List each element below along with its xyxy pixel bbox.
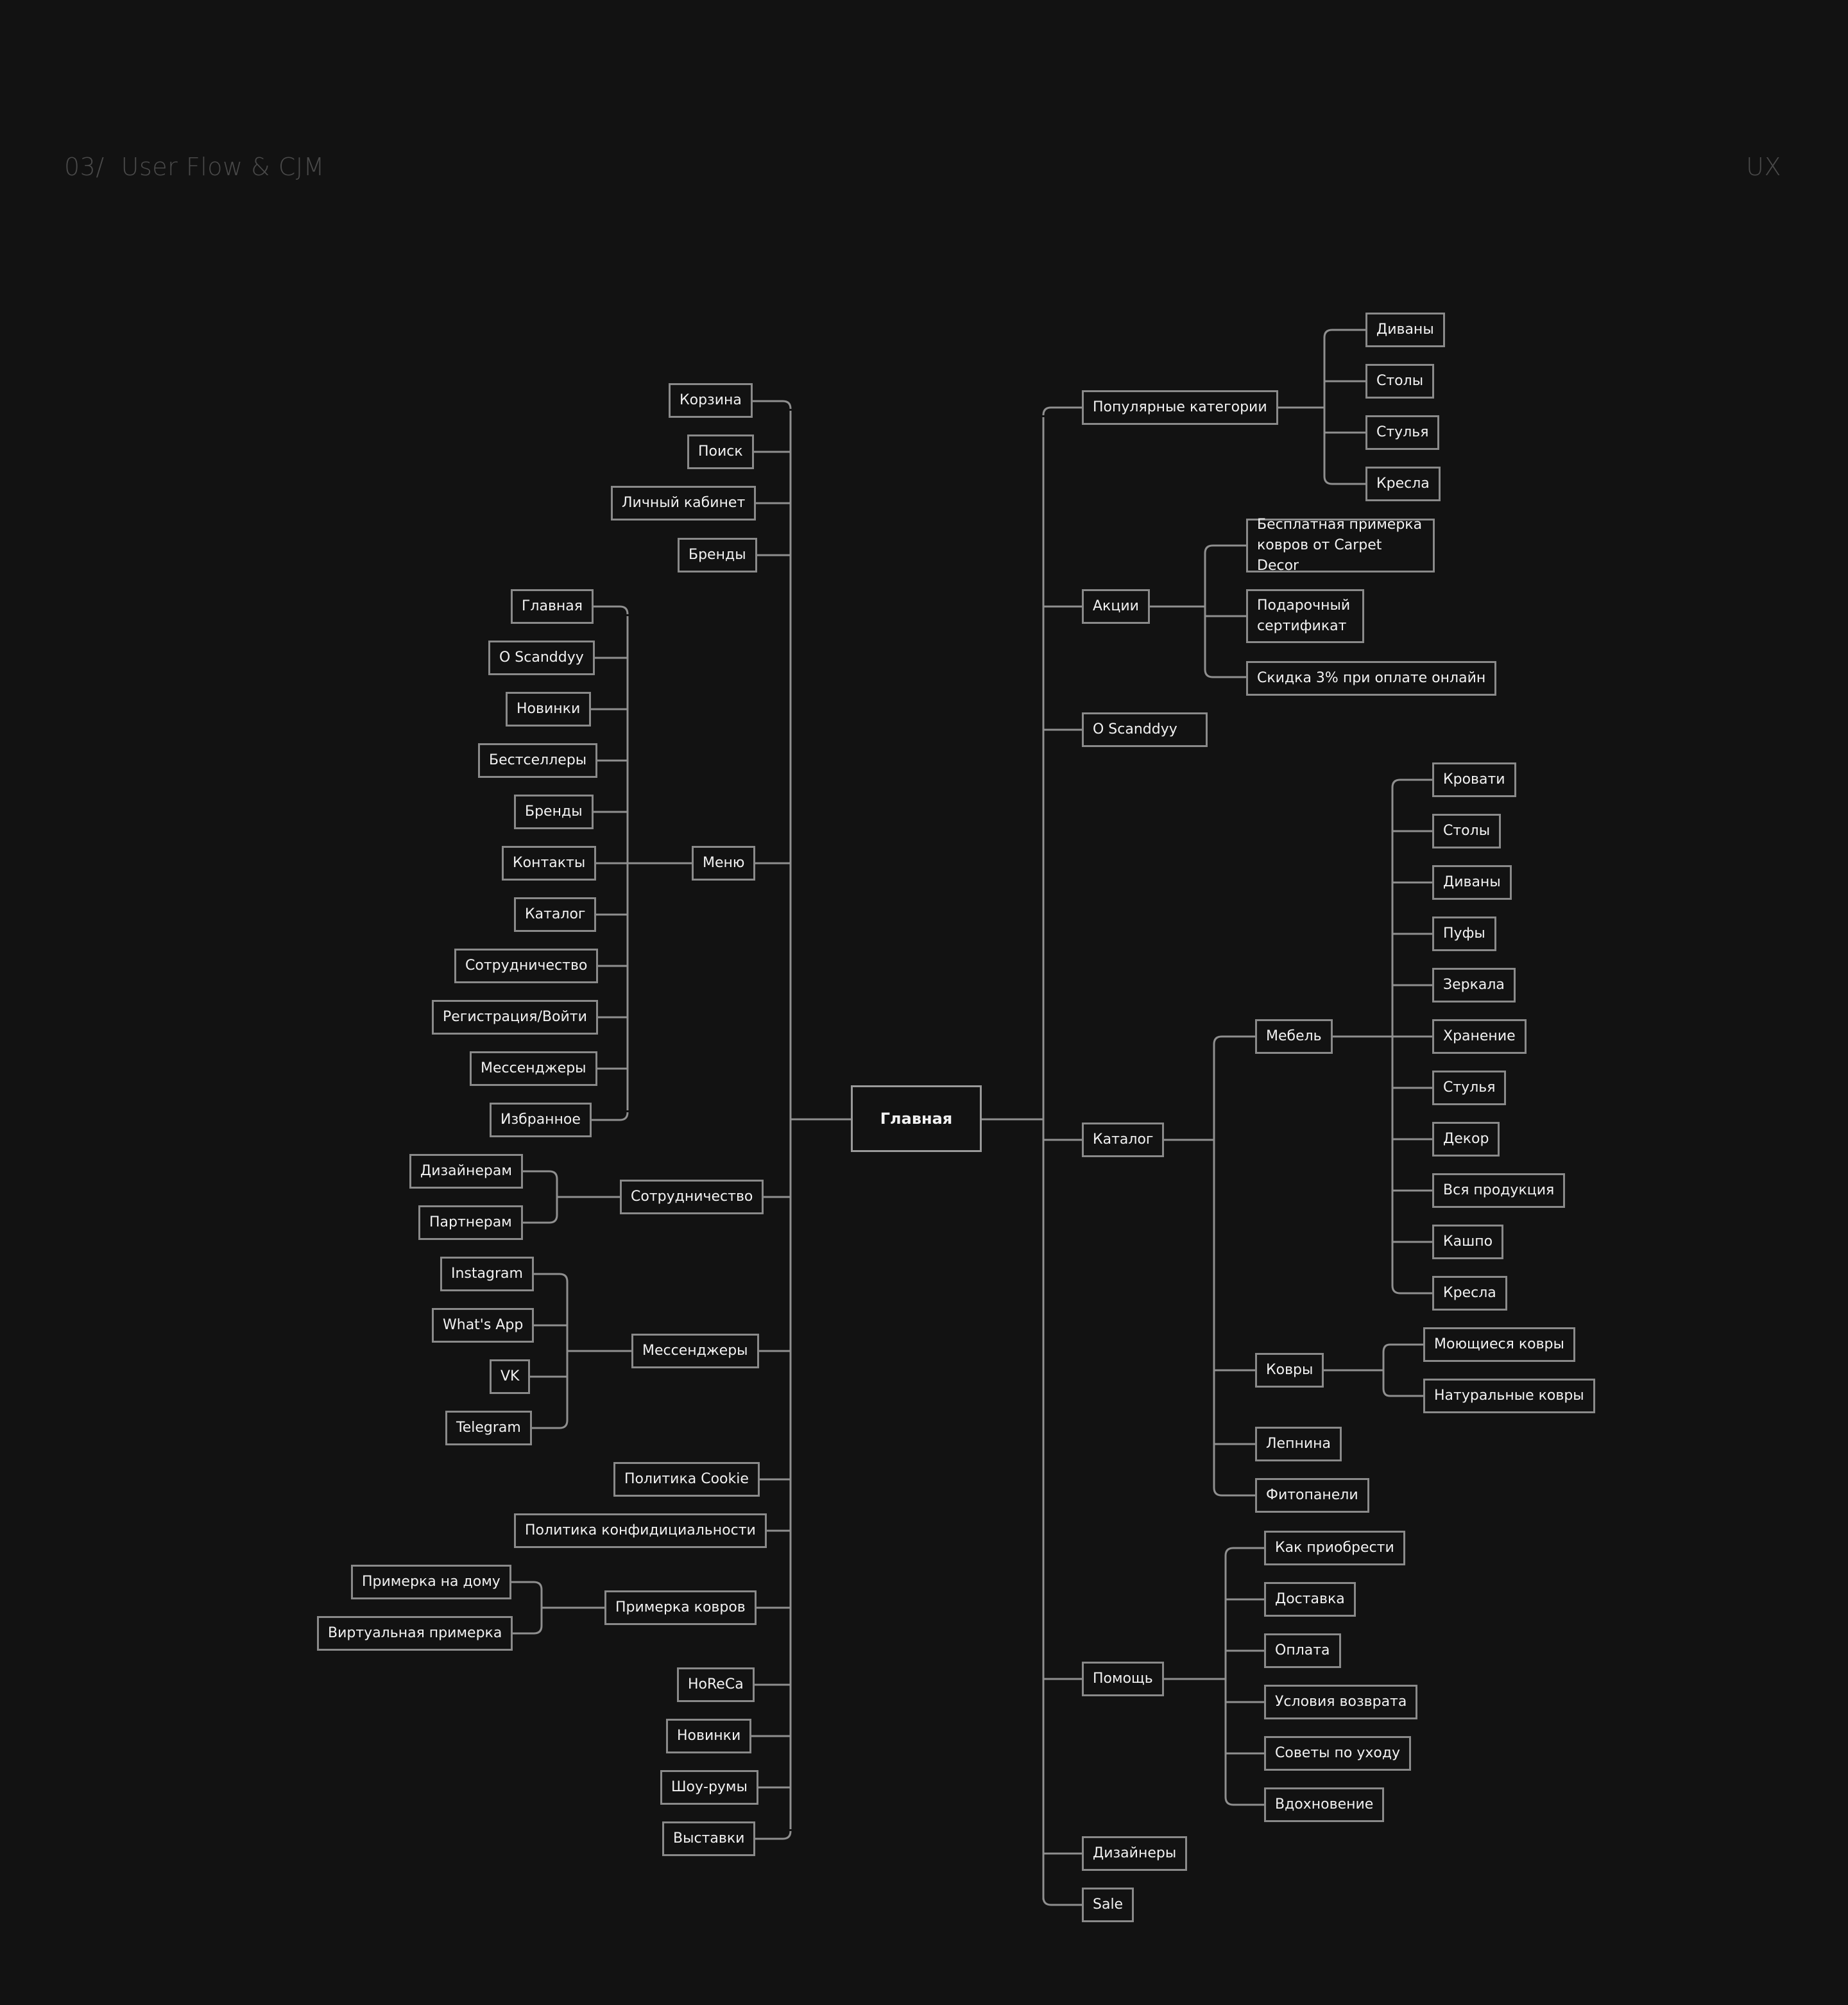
node-furniture-beds[interactable]: Кровати — [1432, 762, 1516, 797]
node-furniture-storage[interactable]: Хранение — [1432, 1019, 1527, 1054]
node-whatsapp[interactable]: What's App — [432, 1308, 534, 1343]
node-showrooms[interactable]: Шоу-румы — [660, 1770, 758, 1805]
node-promo-discount[interactable]: Скидка 3% при оплате онлайн — [1246, 661, 1496, 696]
node-promo-gift-card[interactable]: Подарочный сертификат — [1246, 589, 1364, 643]
node-furniture-decor[interactable]: Декор — [1432, 1122, 1500, 1157]
node-help-returns[interactable]: Условия возврата — [1264, 1685, 1417, 1719]
node-popular-sofas[interactable]: Диваны — [1365, 313, 1445, 347]
node-help-care-tips[interactable]: Советы по уходу — [1264, 1736, 1411, 1771]
node-menu-bestsellers[interactable]: Бестселлеры — [478, 743, 597, 778]
node-cart[interactable]: Корзина — [669, 383, 753, 418]
section-tag: UX — [1746, 153, 1781, 181]
node-messengers[interactable]: Мессенджеры — [631, 1334, 759, 1368]
node-menu-home[interactable]: Главная — [511, 589, 594, 624]
node-privacy-policy[interactable]: Политика конфидициальности — [514, 1513, 767, 1548]
node-cooperation[interactable]: Сотрудничество — [620, 1180, 764, 1214]
node-furniture-chairs[interactable]: Стулья — [1432, 1071, 1506, 1105]
node-brands[interactable]: Бренды — [678, 538, 757, 572]
node-menu-signin[interactable]: Регистрация/Войти — [432, 1000, 598, 1035]
node-natural-carpets[interactable]: Натуральные ковры — [1423, 1379, 1595, 1413]
node-home-tryon[interactable]: Примерка на дому — [351, 1565, 511, 1599]
node-menu-brands[interactable]: Бренды — [514, 795, 594, 829]
node-popular-categories[interactable]: Популярные категории — [1082, 390, 1278, 425]
node-account[interactable]: Личный кабинет — [611, 486, 756, 521]
node-popular-tables[interactable]: Столы — [1365, 364, 1434, 399]
node-phytopanels[interactable]: Фитопанели — [1255, 1478, 1369, 1513]
node-promotions[interactable]: Акции — [1082, 589, 1150, 624]
node-help-payment[interactable]: Оплата — [1264, 1633, 1341, 1668]
node-stucco[interactable]: Лепнина — [1255, 1427, 1342, 1461]
section-title: User Flow & CJM — [121, 153, 325, 181]
section-number: 03/ — [64, 153, 105, 181]
node-washable-carpets[interactable]: Моющиеся ковры — [1423, 1327, 1575, 1362]
node-virtual-tryon[interactable]: Виртуальная примерка — [317, 1616, 513, 1651]
node-furniture-poufs[interactable]: Пуфы — [1432, 916, 1496, 951]
node-menu-favorites[interactable]: Избранное — [490, 1103, 592, 1137]
node-furniture[interactable]: Мебель — [1255, 1019, 1333, 1054]
node-menu[interactable]: Меню — [692, 846, 755, 881]
node-furniture-sofas[interactable]: Диваны — [1432, 865, 1512, 900]
node-furniture-tables[interactable]: Столы — [1432, 814, 1501, 848]
node-carpets[interactable]: Ковры — [1255, 1353, 1324, 1388]
node-vk[interactable]: VK — [490, 1359, 530, 1394]
node-menu-cooperation[interactable]: Сотрудничество — [454, 949, 598, 983]
node-menu-messengers[interactable]: Мессенджеры — [470, 1051, 597, 1086]
node-furniture-armchairs[interactable]: Кресла — [1432, 1276, 1507, 1311]
node-help-delivery[interactable]: Доставка — [1264, 1582, 1356, 1617]
node-menu-catalog[interactable]: Каталог — [514, 897, 596, 932]
node-furniture-all[interactable]: Вся продукция — [1432, 1173, 1565, 1208]
node-popular-chairs[interactable]: Стулья — [1365, 415, 1439, 450]
node-sale[interactable]: Sale — [1082, 1888, 1134, 1922]
node-menu-new[interactable]: Новинки — [506, 692, 591, 727]
node-help-inspiration[interactable]: Вдохновение — [1264, 1787, 1384, 1822]
root-node-home[interactable]: Главная — [851, 1085, 982, 1152]
node-catalog[interactable]: Каталог — [1082, 1123, 1164, 1157]
node-furniture-planters[interactable]: Кашпо — [1432, 1225, 1503, 1259]
node-carpet-tryon[interactable]: Примерка ковров — [604, 1590, 757, 1625]
node-popular-armchairs[interactable]: Кресла — [1365, 467, 1441, 501]
node-search[interactable]: Поиск — [687, 435, 754, 469]
node-telegram[interactable]: Telegram — [445, 1411, 532, 1445]
node-exhibitions[interactable]: Выставки — [662, 1821, 755, 1856]
node-for-partners[interactable]: Партнерам — [418, 1205, 523, 1240]
node-furniture-mirrors[interactable]: Зеркала — [1432, 968, 1516, 1002]
node-help-how-to-buy[interactable]: Как приобрести — [1264, 1531, 1405, 1565]
node-cookie-policy[interactable]: Политика Cookie — [613, 1462, 760, 1497]
node-instagram[interactable]: Instagram — [440, 1257, 534, 1291]
node-promo-free-tryon[interactable]: Бесплатная примерка ковров от Carpet Decor — [1246, 519, 1435, 572]
node-about[interactable]: О Scanddyy — [1082, 712, 1208, 747]
node-menu-about[interactable]: О Scanddyy — [488, 641, 595, 675]
node-menu-contacts[interactable]: Контакты — [502, 846, 596, 881]
node-horeca[interactable]: HoReCa — [677, 1667, 755, 1702]
node-help[interactable]: Помощь — [1082, 1662, 1164, 1696]
node-designers[interactable]: Дизайнеры — [1082, 1836, 1187, 1871]
node-for-designers[interactable]: Дизайнерам — [409, 1154, 523, 1189]
node-new-arrivals[interactable]: Новинки — [666, 1719, 751, 1753]
